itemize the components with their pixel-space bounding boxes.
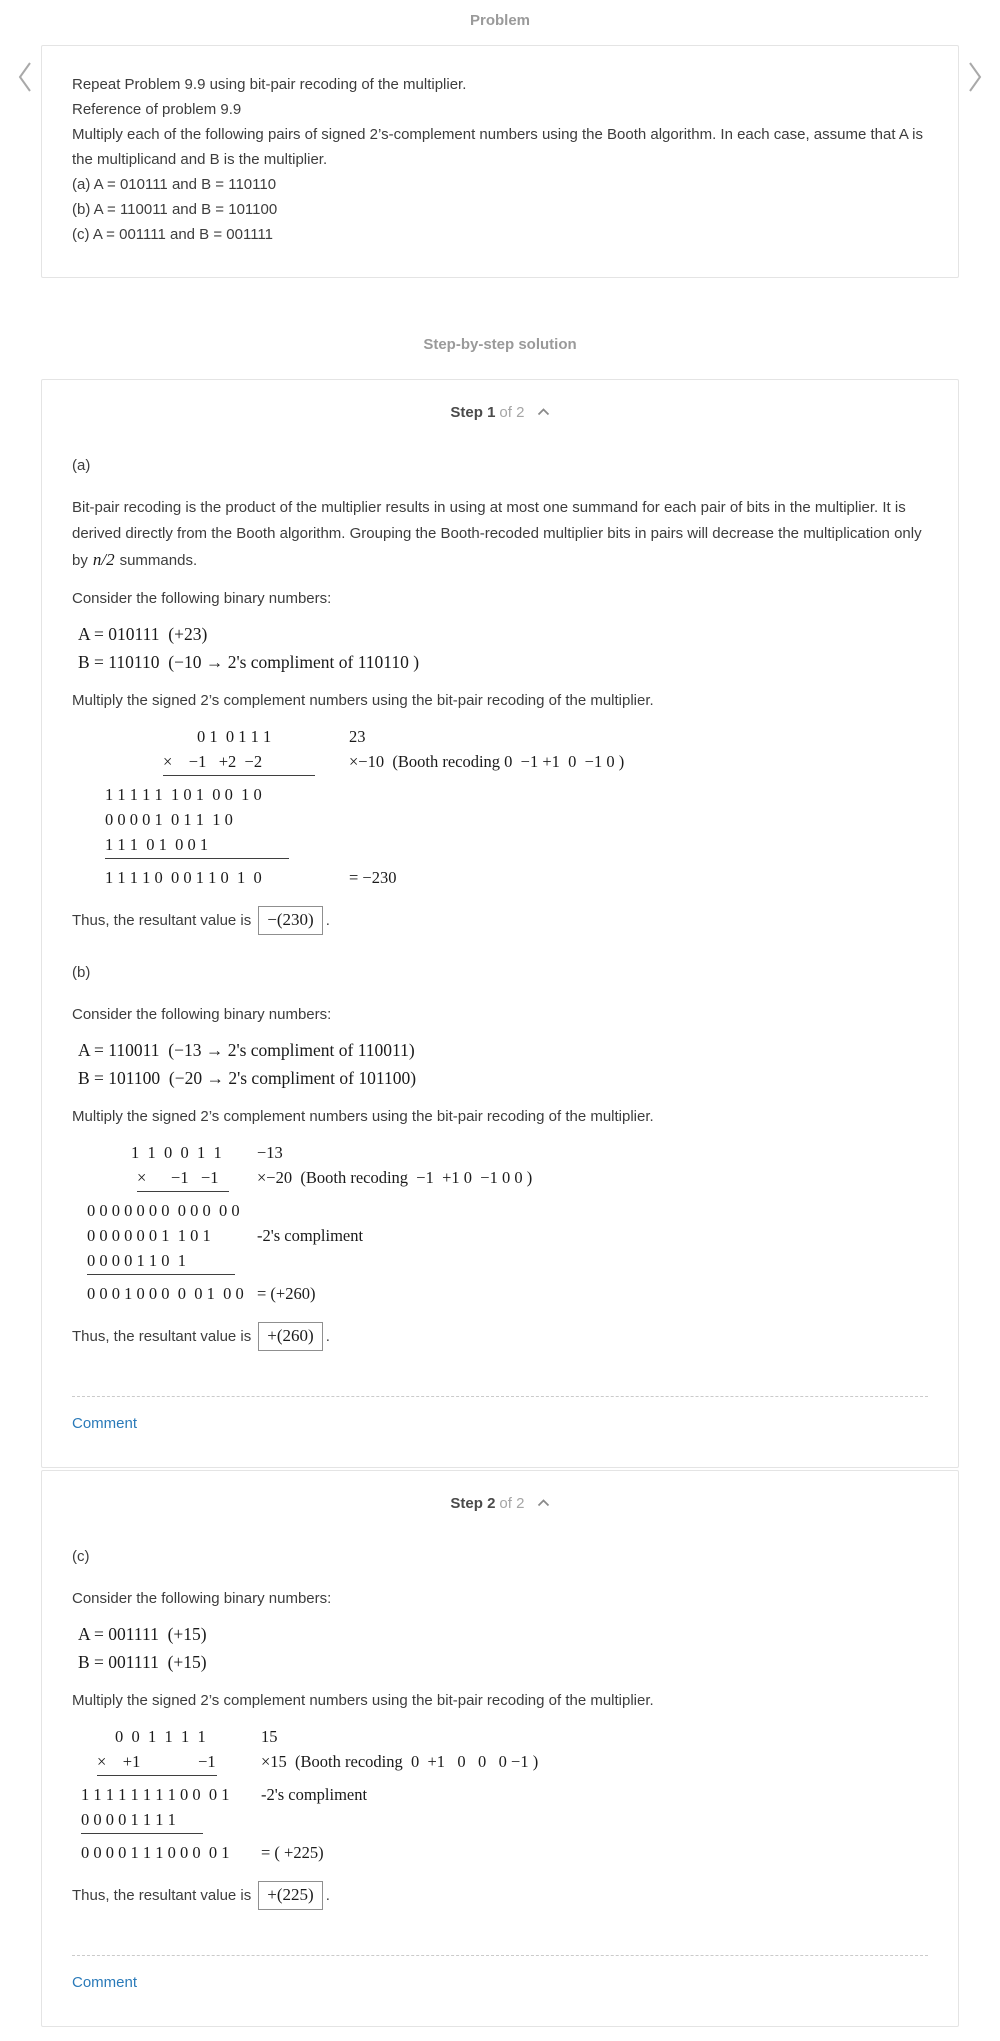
part-label: (c) [72,1548,90,1565]
dashed-divider [72,1955,928,1956]
mult-left: × −1 +2 −2 [163,752,263,771]
part-intro [72,495,928,574]
mult-right: = −230 [349,868,397,887]
intro-text: Bit-pair recoding is the product of the multiplier results in using at most one summand for each pair of bits in the multiplier. It is derived directly from the Booth algorithm. Grouping the Booth-recoded multiplier bits in pairs will decrease the multiplication only by [72,499,922,569]
mult-row [105,832,928,857]
sum-rule [81,1833,203,1834]
mult-left: 0 0 0 0 0 0 0 0 0 0 0 0 [87,1201,240,1220]
collapse-step-button[interactable] [537,1499,550,1507]
problem-text-line: Repeat Problem 9.9 using bit-pair recoding of the multiplier. [72,76,467,93]
equation-line-a: A = 010111 (+23) [78,624,208,644]
mult-row [87,1248,928,1273]
mult-right: ×−10 (Booth recoding 0 −1 +1 0 −1 0 ) [349,752,625,771]
mult-row [81,1749,928,1774]
mult-row [105,749,928,774]
mult-right: -2's compliment [257,1226,364,1245]
problem-item: (c) A = 001111 and B = 001111 [72,226,273,243]
result-period: . [325,1328,330,1345]
prev-problem-button[interactable] [12,56,38,98]
comment-link[interactable]: Comment [72,1415,138,1432]
result-line [72,1322,928,1352]
mult-left: 0 0 0 0 0 0 1 1 0 1 [87,1226,211,1245]
chevron-left-icon [16,60,34,94]
multiply-instruction: Multiply the signed 2’s complement numbers using the bit-pair recoding of the multiplier. [72,692,654,709]
mult-left: 0 0 0 0 1 1 1 0 0 0 0 1 [81,1843,230,1862]
equation-line-b: B = 001111 (+15) [78,1652,207,1672]
multiplication-work-a [105,724,928,890]
next-problem-button[interactable] [962,56,988,98]
step-header [72,1495,928,1512]
collapse-step-button[interactable] [537,408,550,416]
mult-right: −13 [257,1143,283,1162]
mult-right: = ( +225) [261,1843,324,1862]
mult-left: 1 1 0 0 1 1 [131,1143,222,1162]
step-header [72,404,928,421]
result-value-box: +(260) [258,1322,322,1351]
step-label: Step 1 [450,404,496,421]
solution-section-title: Step-by-step solution [423,336,577,353]
result-prefix: Thus, the resultant value is [72,1328,252,1345]
step-of-label: of 2 [499,404,525,421]
mult-row [87,1198,928,1223]
equation-line-a: A = 001111 (+15) [78,1624,207,1644]
multiply-instruction: Multiply the signed 2’s complement numbers using the bit-pair recoding of the multiplier. [72,1692,654,1709]
step-card-1 [41,379,959,1468]
mult-row [105,782,928,807]
equation-line-a: A = 110011 (−13 → 2's compliment of 110011) [78,1040,415,1060]
mult-left: × +1 −1 [97,1752,216,1771]
mult-row [87,1140,928,1165]
mult-row [105,724,928,749]
multiplication-work-b [87,1140,928,1306]
result-value-box: +(225) [258,1881,322,1910]
mult-right: 23 [349,727,366,746]
intro-math-n-over-2: n/2 [92,550,115,569]
multiplication-work-c [81,1724,928,1865]
problem-item: (a) A = 010111 and B = 110110 [72,176,277,193]
problem-section-title: Problem [469,12,530,29]
mult-right: -2's compliment [261,1785,368,1804]
multiplier-rule [163,775,315,776]
equation-line-b: B = 110110 (−10 → 2's compliment of 110110 ) [78,652,420,672]
mult-right: = (+260) [257,1284,316,1303]
step-card-2 [41,1470,959,2027]
multiplier-rule [97,1775,217,1776]
part-label: (a) [72,457,91,474]
mult-left: 0 0 0 1 0 0 0 0 0 1 0 0 [87,1284,244,1303]
result-value-box: −(230) [258,906,322,935]
multiply-instruction: Multiply the signed 2’s complement numbers using the bit-pair recoding of the multiplier. [72,1108,654,1125]
sum-rule [105,858,289,859]
mult-left: 1 1 1 0 1 0 0 1 [105,835,209,854]
consider-text: Consider the following binary numbers: [72,1006,332,1023]
intro-text: summands. [119,552,198,569]
mult-left: 0 0 0 0 1 1 1 1 [81,1810,176,1829]
result-prefix: Thus, the resultant value is [72,1887,252,1904]
consider-text: Consider the following binary numbers: [72,1590,332,1607]
result-line [72,1881,928,1911]
mult-row [81,1840,928,1865]
mult-row [105,865,928,890]
chevron-up-icon [537,408,550,416]
mult-right: ×−20 (Booth recoding −1 +1 0 −1 0 0 ) [257,1168,533,1187]
mult-row [87,1223,928,1248]
dashed-divider [72,1396,928,1397]
mult-row [81,1724,928,1749]
problem-card [41,45,959,278]
mult-row [87,1281,928,1306]
problem-text-line: Multiply each of the following pairs of signed 2’s-complement numbers using the Booth algorithm. In each case, assume that A is the multiplicand and B is the multiplier. [72,126,924,168]
result-period: . [325,1887,330,1904]
mult-right: ×15 (Booth recoding 0 +1 0 0 0 −1 ) [261,1752,539,1771]
sum-rule [87,1274,235,1275]
problem-item: (b) A = 110011 and B = 101100 [72,201,278,218]
mult-left: 1 1 1 1 1 1 0 1 0 0 1 0 [105,785,262,804]
mult-row [87,1165,928,1190]
result-line [72,906,928,936]
mult-row [81,1782,928,1807]
mult-left: 0 0 0 0 1 0 1 1 1 0 [105,810,233,829]
step-of-label: of 2 [499,1495,525,1512]
mult-left: 1 1 1 1 0 0 0 1 1 0 1 0 [105,868,262,887]
mult-left: 0 1 0 1 1 1 [197,727,272,746]
mult-left: 0 0 1 1 1 1 [115,1727,206,1746]
mult-left: 0 0 0 0 1 1 0 1 [87,1251,186,1270]
part-label: (b) [72,964,91,981]
step-label: Step 2 [450,1495,496,1512]
mult-left: × −1 −1 [137,1168,219,1187]
multiplier-rule [137,1191,229,1192]
mult-row [81,1807,928,1832]
mult-right: 15 [261,1727,278,1746]
chevron-up-icon [537,1499,550,1507]
equation-line-b: B = 101100 (−20 → 2's compliment of 101100) [78,1068,417,1088]
result-period: . [325,912,330,929]
comment-link[interactable]: Comment [72,1974,138,1991]
chevron-right-icon [966,60,984,94]
consider-text: Consider the following binary numbers: [72,590,332,607]
mult-row [105,807,928,832]
result-prefix: Thus, the resultant value is [72,912,252,929]
mult-left: 1 1 1 1 1 1 1 1 0 0 0 1 [81,1785,230,1804]
problem-text-line: Reference of problem 9.9 [72,101,242,118]
